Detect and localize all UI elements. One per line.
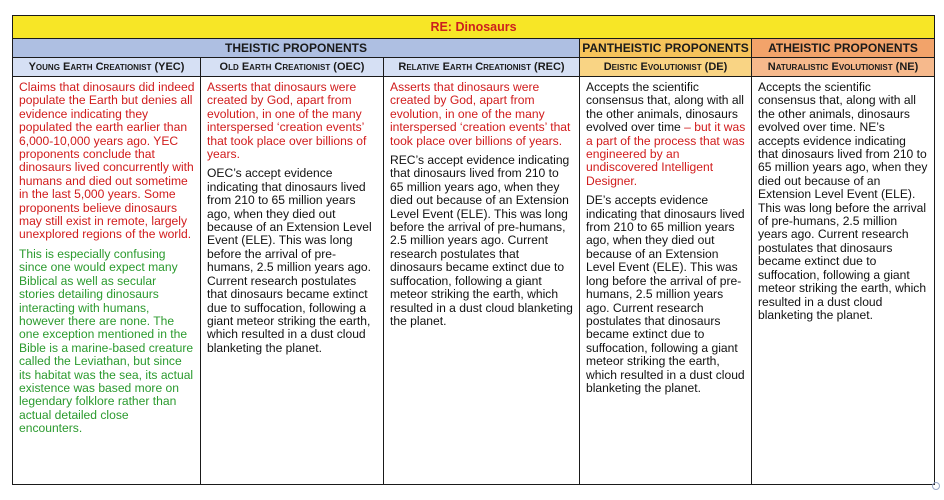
table-title: RE: Dinosaurs xyxy=(13,16,935,39)
cell-oec xyxy=(201,77,384,485)
yec-note-text: This is especially confusing since one would expect many Biblical as well as secular stories detailing dinosaurs interacting with humans, however there are none. The one exception mentioned in the Bible is a marine-based creature called the Leviathan, but since its habitat was the sea, its actual existence was based more on legendary folklore rather than actual detailed close encounters. xyxy=(19,246,194,436)
column-header-oec: Old Earth Creationist (OEC) xyxy=(201,58,384,77)
dinosaurs-comparison-table xyxy=(12,15,935,485)
cell-de xyxy=(580,77,752,485)
ne-claims-text: Accepts the scientific consensus that, along with all the other animals, dinosaurs evolved over time. NE’s accepts evidence indicating that dinosaurs lived from 210 to 65 million years ago, when they died out because of an Extension Level Event (ELE). This was long before the arrival of pre-humans, 2.5 million years ago. Current research postulates that dinosaurs became extinct due to suffocation, following a giant meteor striking the earth, which resulted in a dust cloud blanketing the planet. xyxy=(758,80,928,322)
oec-claims-text: Asserts that dinosaurs were created by God, apart from evolution, in one of the many interspersed ‘creation events’ that took place over billions of years. xyxy=(207,80,367,162)
de-claims-text: Accepts the scientific consensus that, along with all the other animals, dinosaurs evolved over time xyxy=(586,80,744,135)
rec-evidence-text: REC’s accept evidence indicating that dinosaurs lived from 210 to 65 million years ago, when they died out because of an Extension Level Event (ELE). This was long before the arrival of pre-humans, 2.5 million years ago. Current research postulates that dinosaurs became extinct due to suffocation, following a giant meteor striking the earth, which resulted in a dust cloud blanketing the planet. xyxy=(390,153,573,328)
resize-handle-icon xyxy=(932,482,940,490)
cell-yec xyxy=(13,77,201,485)
oec-evidence-text: OEC’s accept evidence indicating that dinosaurs lived from 210 to 65 million years ago, when they died out because of an Extension Level Event (ELE). This was long before the arrival of pre-humans, 2.5 million years ago. Current research postulates that dinosaurs became extinct due to suffocation, following a giant meteor striking the earth, which resulted in a dust cloud blanketing the planet. xyxy=(207,166,372,355)
rec-claims-text: Asserts that dinosaurs were created by God, apart from evolution, in one of the many interspersed ‘creation events’ that took place over billions of years. xyxy=(390,80,571,148)
group-theistic-header: THEISTIC PROPONENTS xyxy=(13,39,580,58)
cell-rec xyxy=(384,77,580,485)
group-pantheistic-header: PANTHEISTIC PROPONENTS xyxy=(580,39,752,58)
column-header-rec: Relative Earth Creationist (REC) xyxy=(384,58,580,77)
group-atheistic-header: ATHEISTIC PROPONENTS xyxy=(752,39,935,58)
de-claims-emphasis: – but it was a part of the process that was engineered by an undiscovered Intelligent Designer. xyxy=(586,120,746,188)
column-header-yec: Young Earth Creationist (YEC) xyxy=(13,58,201,77)
de-evidence-text: DE’s accepts evidence indicating that dinosaurs lived from 210 to 65 million years ago, when they died out because of an Extension Level Event (ELE). This was long before the arrival of pre-humans, 2.5 million years ago. Current research postulates that dinosaurs became extinct due to suffocation, following a giant meteor striking the earth, which resulted in a dust cloud blanketing the planet. xyxy=(586,193,745,395)
yec-claims-text: Claims that dinosaurs did indeed populate the Earth but denies all evidence indicating they populated the earth earlier than 6,000-10,000 years ago. YEC proponents conclude that dinosaurs lived concurrently with humans and died out sometime in the last 5,000 years. Some proponents believe dinosaurs may still exist in remote, largely unexplored regions of the world. xyxy=(19,80,195,242)
column-header-ne: Naturalistic Evolutionist (NE) xyxy=(752,58,935,77)
cell-ne xyxy=(752,77,935,485)
column-header-de: Deistic Evolutionist (DE) xyxy=(580,58,752,77)
de-claims-paragraph xyxy=(586,81,746,188)
